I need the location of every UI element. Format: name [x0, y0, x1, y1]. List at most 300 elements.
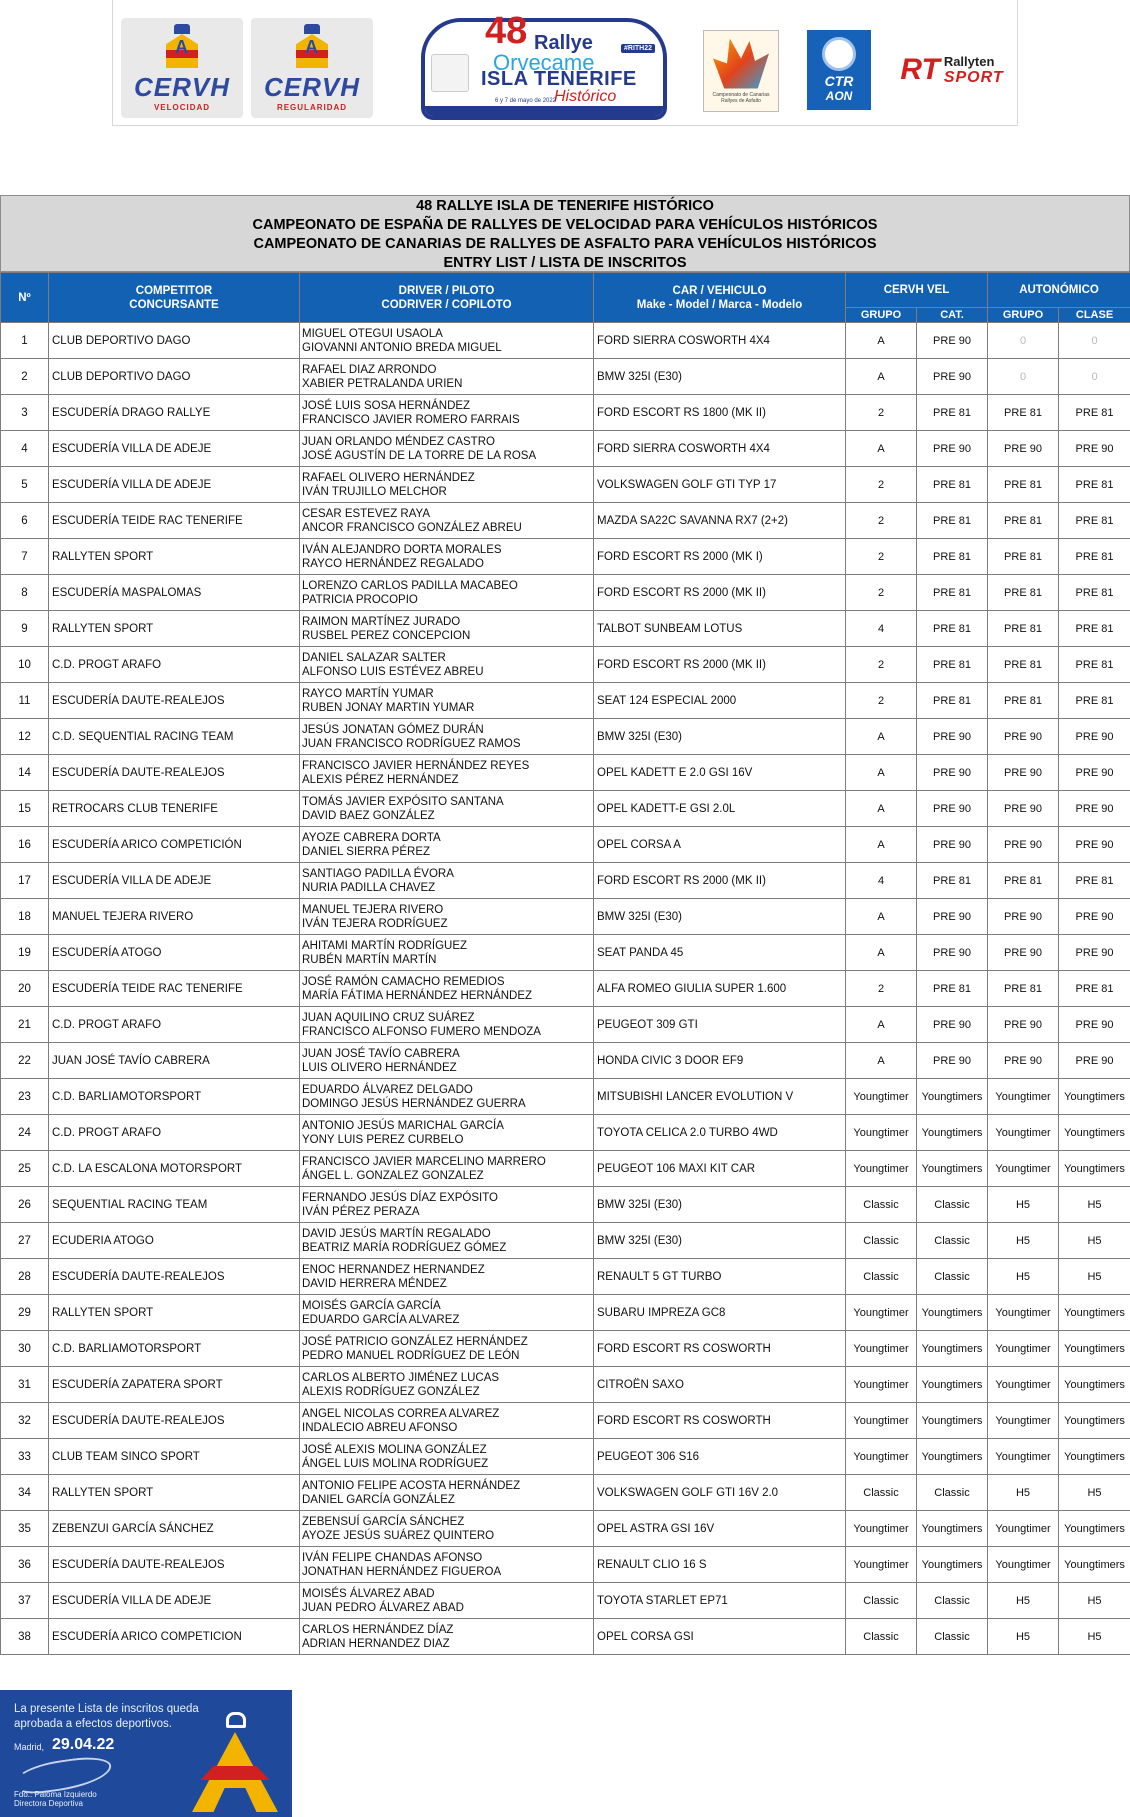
entry-competitor: RALLYTEN SPORT [49, 1475, 300, 1511]
entry-codriver: JONATHAN HERNÁNDEZ FIGUEROA [302, 1565, 502, 1578]
entry-cervh-grupo: A [846, 899, 917, 935]
entry-autonomico-clase: PRE 81 [1059, 467, 1130, 503]
entry-car: FORD ESCORT RS 2000 (MK II) [594, 647, 846, 683]
canarias-caption: Campeonato de Canarias Rallyes de Asfalto [712, 91, 770, 104]
entry-driver: FERNANDO JESÚS DÍAZ EXPÓSITO [302, 1191, 498, 1204]
entry-autonomico-clase: PRE 90 [1059, 431, 1130, 467]
entry-codriver: ALFONSO LUIS ESTÉVEZ ABREU [302, 665, 484, 678]
entry-number: 3 [1, 395, 49, 431]
entry-crew [300, 1583, 594, 1619]
entry-crew [300, 1259, 594, 1295]
entry-autonomico-clase: PRE 90 [1059, 755, 1130, 791]
entry-number: 11 [1, 683, 49, 719]
entry-autonomico-clase: Youngtimers [1059, 1439, 1130, 1475]
entry-crew [300, 575, 594, 611]
entry-cervh-cat: PRE 90 [917, 431, 988, 467]
entry-autonomico-grupo: PRE 90 [988, 719, 1059, 755]
entry-autonomico-clase: H5 [1059, 1583, 1130, 1619]
entry-autonomico-grupo: PRE 81 [988, 395, 1059, 431]
entry-cervh-grupo: A [846, 827, 917, 863]
entry-codriver: DAVID HERRERA MÉNDEZ [302, 1277, 447, 1290]
entry-driver: JUAN JOSÉ TAVÍO CABRERA [302, 1047, 460, 1060]
entry-crew [300, 719, 594, 755]
entry-cervh-grupo: Youngtimer [846, 1511, 917, 1547]
table-row [1, 719, 1130, 755]
entry-crew [300, 1367, 594, 1403]
table-row [1, 323, 1130, 359]
entry-crew [300, 503, 594, 539]
table-row [1, 1367, 1130, 1403]
entry-autonomico-grupo: H5 [988, 1259, 1059, 1295]
entry-codriver: DOMINGO JESÚS HERNÁNDEZ GUERRA [302, 1097, 526, 1110]
entry-autonomico-grupo: PRE 90 [988, 1007, 1059, 1043]
entry-competitor: ESCUDERÍA DAUTE-REALEJOS [49, 1547, 300, 1583]
entry-competitor: RALLYTEN SPORT [49, 1295, 300, 1331]
entry-car: OPEL CORSA GSI [594, 1619, 846, 1655]
entry-car: BMW 325I (E30) [594, 1223, 846, 1259]
entry-competitor: CLUB TEAM SINCO SPORT [49, 1439, 300, 1475]
entry-driver: CARLOS HERNÁNDEZ DÍAZ [302, 1623, 454, 1636]
entry-driver: DANIEL SALAZAR SALTER [302, 651, 446, 664]
entry-competitor: ECUDERIA ATOGO [49, 1223, 300, 1259]
entry-crew [300, 647, 594, 683]
entry-driver: JOSÉ PATRICIO GONZÁLEZ HERNÁNDEZ [302, 1335, 528, 1348]
entry-cervh-grupo: 2 [846, 683, 917, 719]
entry-cervh-grupo: Youngtimer [846, 1295, 917, 1331]
table-row [1, 863, 1130, 899]
entry-autonomico-grupo: PRE 90 [988, 1043, 1059, 1079]
entry-competitor: ESCUDERÍA VILLA DE ADEJE [49, 1583, 300, 1619]
entry-cervh-cat: PRE 90 [917, 755, 988, 791]
entry-car: ALFA ROMEO GIULIA SUPER 1.600 [594, 971, 846, 1007]
entry-car: SEAT 124 ESPECIAL 2000 [594, 683, 846, 719]
entry-competitor: ESCUDERÍA ZAPATERA SPORT [49, 1367, 300, 1403]
entry-cervh-cat: PRE 90 [917, 323, 988, 359]
entry-cervh-cat: Youngtimers [917, 1115, 988, 1151]
entry-autonomico-grupo: 0 [988, 359, 1059, 395]
entry-autonomico-grupo: H5 [988, 1475, 1059, 1511]
approval-signer [14, 1790, 97, 1808]
entry-cervh-grupo: A [846, 359, 917, 395]
table-row [1, 611, 1130, 647]
entry-cervh-cat: Youngtimers [917, 1295, 988, 1331]
entry-car: PEUGEOT 309 GTI [594, 1007, 846, 1043]
entry-autonomico-clase: Youngtimers [1059, 1547, 1130, 1583]
entry-number: 7 [1, 539, 49, 575]
entry-number: 9 [1, 611, 49, 647]
rallye-sponsor-strip [425, 106, 663, 116]
entry-cervh-grupo: Youngtimer [846, 1367, 917, 1403]
approval-text: La presente Lista de inscritos queda aprobada a efectos deportivos. [14, 1703, 199, 1730]
entry-driver: IVÁN ALEJANDRO DORTA MORALES [302, 543, 502, 556]
entry-driver: TOMÁS JAVIER EXPÓSITO SANTANA [302, 795, 504, 808]
rallye-sponsor: Orvecame [493, 50, 595, 75]
table-row [1, 1187, 1130, 1223]
rallye-word: Rallye [534, 32, 593, 54]
entry-car: FORD ESCORT RS 1800 (MK II) [594, 395, 846, 431]
entry-cervh-cat: PRE 90 [917, 1007, 988, 1043]
table-row [1, 1475, 1130, 1511]
entry-autonomico-clase: PRE 90 [1059, 719, 1130, 755]
entry-driver: AHITAMI MARTÍN RODRÍGUEZ [302, 939, 468, 952]
entry-codriver: IVÁN PÉREZ PERAZA [302, 1205, 420, 1218]
entry-number: 38 [1, 1619, 49, 1655]
entry-autonomico-grupo: PRE 81 [988, 467, 1059, 503]
entry-autonomico-clase: Youngtimers [1059, 1511, 1130, 1547]
entry-autonomico-clase: PRE 81 [1059, 863, 1130, 899]
entry-codriver: INDALECIO ABREU AFONSO [302, 1421, 458, 1434]
entry-driver: JUAN AQUILINO CRUZ SUÁREZ [302, 1011, 475, 1024]
table-row [1, 1115, 1130, 1151]
entry-cervh-grupo: Classic [846, 1187, 917, 1223]
entry-codriver: RUBÉN MARTÍN MARTÍN [302, 953, 437, 966]
entry-cervh-grupo: Youngtimer [846, 1331, 917, 1367]
entry-driver: IVÁN FELIPE CHANDAS AFONSO [302, 1551, 483, 1564]
entry-autonomico-clase: PRE 81 [1059, 647, 1130, 683]
entry-car: BMW 325I (E30) [594, 359, 846, 395]
table-row [1, 1547, 1130, 1583]
entry-cervh-grupo: A [846, 791, 917, 827]
table-row [1, 1043, 1130, 1079]
rallye-dates: 6 y 7 de mayo de 2022 [495, 98, 557, 104]
table-row [1, 1511, 1130, 1547]
entry-cervh-cat: Classic [917, 1223, 988, 1259]
rallye-mini-crest-icon [431, 54, 469, 92]
approval-signer-role: Directora Deportiva [14, 1799, 83, 1808]
entry-codriver: JUAN PEDRO ÁLVAREZ ABAD [302, 1601, 464, 1614]
document-title-block [0, 195, 1130, 272]
entry-number: 4 [1, 431, 49, 467]
entry-car: CITROËN SAXO [594, 1367, 846, 1403]
entry-codriver: LUIS OLIVERO HERNÁNDEZ [302, 1061, 457, 1074]
entry-autonomico-clase: Youngtimers [1059, 1403, 1130, 1439]
entry-number: 37 [1, 1583, 49, 1619]
table-row [1, 683, 1130, 719]
rfeda-crest-icon: A [292, 24, 332, 70]
cervh-velocidad-logo [121, 18, 243, 118]
entry-autonomico-grupo: PRE 90 [988, 791, 1059, 827]
entry-car: BMW 325I (E30) [594, 899, 846, 935]
entry-autonomico-clase: PRE 90 [1059, 935, 1130, 971]
entry-crew [300, 1043, 594, 1079]
entry-competitor: RALLYTEN SPORT [49, 611, 300, 647]
entry-autonomico-clase: Youngtimers [1059, 1115, 1130, 1151]
entry-driver: FRANCISCO JAVIER HERNÁNDEZ REYES [302, 759, 530, 772]
entry-autonomico-grupo: H5 [988, 1583, 1059, 1619]
entry-autonomico-grupo: Youngtimer [988, 1367, 1059, 1403]
entry-crew [300, 1547, 594, 1583]
entry-cervh-grupo: Classic [846, 1475, 917, 1511]
entry-competitor: ESCUDERÍA DAUTE-REALEJOS [49, 683, 300, 719]
entry-crew [300, 935, 594, 971]
entry-autonomico-clase: PRE 81 [1059, 503, 1130, 539]
entry-codriver: NURIA PADILLA CHAVEZ [302, 881, 436, 894]
entry-competitor: ZEBENZUI GARCÍA SÁNCHEZ [49, 1511, 300, 1547]
entry-cervh-cat: PRE 81 [917, 647, 988, 683]
entry-crew [300, 467, 594, 503]
entry-competitor: ESCUDERÍA ARICO COMPETICION [49, 1619, 300, 1655]
approval-signer-name: Fdo.: Paloma Izquierdo [14, 1790, 97, 1799]
entry-codriver: IVÁN TRUJILLO MELCHOR [302, 485, 447, 498]
rallye-hashtag: #RITH22 [621, 44, 655, 53]
entry-cervh-cat: PRE 90 [917, 935, 988, 971]
entry-car: SEAT PANDA 45 [594, 935, 846, 971]
entry-autonomico-clase: PRE 81 [1059, 539, 1130, 575]
entry-number: 12 [1, 719, 49, 755]
entry-autonomico-clase: PRE 90 [1059, 827, 1130, 863]
entry-cervh-grupo: A [846, 935, 917, 971]
entry-crew [300, 1295, 594, 1331]
entry-car: BMW 325I (E30) [594, 1187, 846, 1223]
entry-cervh-cat: PRE 81 [917, 611, 988, 647]
entry-codriver: XABIER PETRALANDA URIEN [302, 377, 463, 390]
entry-car: FORD ESCORT RS 2000 (MK II) [594, 863, 846, 899]
entry-number: 20 [1, 971, 49, 1007]
entry-driver: MANUEL TEJERA RIVERO [302, 903, 444, 916]
entry-cervh-cat: PRE 81 [917, 503, 988, 539]
entry-number: 5 [1, 467, 49, 503]
entry-cervh-cat: Classic [917, 1619, 988, 1655]
entry-number: 23 [1, 1079, 49, 1115]
entry-cervh-cat: Youngtimers [917, 1439, 988, 1475]
entry-codriver: PEDRO MANUEL RODRÍGUEZ DE LEÓN [302, 1349, 520, 1362]
entry-number: 10 [1, 647, 49, 683]
entry-number: 32 [1, 1403, 49, 1439]
entry-competitor: ESCUDERÍA TEIDE RAC TENERIFE [49, 971, 300, 1007]
entry-cervh-grupo: 2 [846, 575, 917, 611]
entry-autonomico-clase: H5 [1059, 1619, 1130, 1655]
rfeda-emblem-icon [192, 1712, 278, 1812]
entry-number: 25 [1, 1151, 49, 1187]
entry-driver: MOISÉS ÁLVAREZ ABAD [302, 1587, 435, 1600]
entry-competitor: ESCUDERÍA DAUTE-REALEJOS [49, 1259, 300, 1295]
header-grupo-autonomico: GRUPO [988, 308, 1059, 323]
entry-car: OPEL CORSA A [594, 827, 846, 863]
entry-crew [300, 1115, 594, 1151]
entry-number: 33 [1, 1439, 49, 1475]
entry-number: 19 [1, 935, 49, 971]
entry-number: 16 [1, 827, 49, 863]
entry-crew [300, 827, 594, 863]
entry-driver: AYOZE CABRERA DORTA [302, 831, 441, 844]
entry-cervh-cat: Youngtimers [917, 1367, 988, 1403]
entry-crew [300, 1439, 594, 1475]
entry-cervh-cat: Youngtimers [917, 1079, 988, 1115]
entry-cervh-cat: Classic [917, 1583, 988, 1619]
ctr-aon-logo [807, 30, 871, 110]
header-clase: CLASE [1059, 308, 1130, 323]
approval-date: 29.04.22 [52, 1736, 115, 1753]
entry-competitor: JUAN JOSÉ TAVÍO CABRERA [49, 1043, 300, 1079]
entry-competitor: ESCUDERÍA DAUTE-REALEJOS [49, 755, 300, 791]
entry-autonomico-grupo: PRE 81 [988, 647, 1059, 683]
entry-cervh-grupo: 2 [846, 647, 917, 683]
entry-cervh-cat: Classic [917, 1475, 988, 1511]
entry-autonomico-clase: H5 [1059, 1475, 1130, 1511]
entry-number: 17 [1, 863, 49, 899]
entry-autonomico-grupo: Youngtimer [988, 1115, 1059, 1151]
entry-codriver: RAYCO HERNÁNDEZ REGALADO [302, 557, 484, 570]
entry-cervh-grupo: 2 [846, 539, 917, 575]
header-autonomico: AUTONÓMICO [988, 273, 1130, 308]
rallyten-sport-logo [887, 40, 1017, 100]
entry-autonomico-grupo: PRE 90 [988, 755, 1059, 791]
table-row [1, 1403, 1130, 1439]
entry-autonomico-clase: PRE 90 [1059, 899, 1130, 935]
table-row [1, 791, 1130, 827]
entry-number: 28 [1, 1259, 49, 1295]
entry-number: 2 [1, 359, 49, 395]
entry-autonomico-grupo: H5 [988, 1187, 1059, 1223]
rallye-name: ISLA TENERIFE [481, 68, 637, 90]
entry-driver: ANTONIO FELIPE ACOSTA HERNÁNDEZ [302, 1479, 521, 1492]
entry-cervh-grupo: Classic [846, 1583, 917, 1619]
entry-autonomico-grupo: Youngtimer [988, 1295, 1059, 1331]
entry-cervh-grupo: Youngtimer [846, 1115, 917, 1151]
entry-crew [300, 1079, 594, 1115]
entry-autonomico-clase: 0 [1059, 359, 1130, 395]
canarias-championship-logo [703, 30, 779, 112]
table-row [1, 1259, 1130, 1295]
table-row [1, 1331, 1130, 1367]
entry-number: 18 [1, 899, 49, 935]
entry-autonomico-clase: PRE 90 [1059, 791, 1130, 827]
entry-number: 8 [1, 575, 49, 611]
cervh-regularidad-logo [251, 18, 373, 118]
entry-autonomico-clase: Youngtimers [1059, 1367, 1130, 1403]
approval-stamp [0, 1690, 292, 1817]
table-row [1, 1079, 1130, 1115]
entry-driver: RAFAEL OLIVERO HERNÁNDEZ [302, 471, 475, 484]
table-row [1, 539, 1130, 575]
entry-cervh-cat: Classic [917, 1259, 988, 1295]
entry-driver: LORENZO CARLOS PADILLA MACABEO [302, 579, 518, 592]
entry-autonomico-clase: PRE 81 [1059, 611, 1130, 647]
entry-autonomico-grupo: PRE 81 [988, 539, 1059, 575]
entry-driver: JOSÉ RAMÓN CAMACHO REMEDIOS [302, 975, 505, 988]
entry-autonomico-grupo: PRE 81 [988, 611, 1059, 647]
entry-competitor: C.D. PROGT ARAFO [49, 1115, 300, 1151]
canarias-flame-icon [713, 39, 769, 89]
entry-crew [300, 1151, 594, 1187]
entry-number: 36 [1, 1547, 49, 1583]
entry-competitor: ESCUDERÍA DAUTE-REALEJOS [49, 1403, 300, 1439]
entry-autonomico-grupo: Youngtimer [988, 1151, 1059, 1187]
entry-codriver: RUBEN JONAY MARTIN YUMAR [302, 701, 475, 714]
entry-rows [1, 323, 1130, 1655]
entry-crew [300, 1475, 594, 1511]
entry-codriver: PATRICIA PROCOPIO [302, 593, 418, 606]
entry-car: VOLKSWAGEN GOLF GTI TYP 17 [594, 467, 846, 503]
entry-autonomico-clase: Youngtimers [1059, 1331, 1130, 1367]
entry-cervh-grupo: 2 [846, 503, 917, 539]
entry-cervh-grupo: A [846, 1007, 917, 1043]
entry-crew [300, 323, 594, 359]
entry-crew [300, 611, 594, 647]
entry-cervh-grupo: A [846, 755, 917, 791]
entry-autonomico-clase: PRE 81 [1059, 395, 1130, 431]
table-row [1, 1151, 1130, 1187]
rallye-number: 48 [485, 10, 528, 52]
entry-car: RENAULT CLIO 16 S [594, 1547, 846, 1583]
entry-autonomico-grupo: H5 [988, 1223, 1059, 1259]
entry-autonomico-grupo: 0 [988, 323, 1059, 359]
entry-car: FORD ESCORT RS 2000 (MK I) [594, 539, 846, 575]
entry-competitor: MANUEL TEJERA RIVERO [49, 899, 300, 935]
entry-autonomico-grupo: Youngtimer [988, 1547, 1059, 1583]
header-competitor: COMPETITOR CONCURSANTE [49, 273, 300, 323]
entry-cervh-grupo: 2 [846, 467, 917, 503]
entry-car: MAZDA SA22C SAVANNA RX7 (2+2) [594, 503, 846, 539]
table-row [1, 1439, 1130, 1475]
entry-crew [300, 1403, 594, 1439]
entry-cervh-cat: Youngtimers [917, 1403, 988, 1439]
entry-cervh-grupo: A [846, 431, 917, 467]
entry-number: 1 [1, 323, 49, 359]
entry-number: 22 [1, 1043, 49, 1079]
entry-crew [300, 1007, 594, 1043]
entry-autonomico-grupo: PRE 90 [988, 431, 1059, 467]
entry-cervh-grupo: Youngtimer [846, 1403, 917, 1439]
entry-number: 29 [1, 1295, 49, 1331]
table-row [1, 755, 1130, 791]
entry-codriver: DAVID BAEZ GONZÁLEZ [302, 809, 435, 822]
entry-driver: DAVID JESÚS MARTÍN REGALADO [302, 1227, 491, 1240]
entry-crew [300, 539, 594, 575]
header-driver: DRIVER / PILOTO CODRIVER / COPILOTO [300, 273, 594, 323]
entry-codriver: ADRIAN HERNANDEZ DIAZ [302, 1637, 450, 1650]
entry-cervh-grupo: Youngtimer [846, 1439, 917, 1475]
entry-car: SUBARU IMPREZA GC8 [594, 1295, 846, 1331]
entry-autonomico-grupo: PRE 81 [988, 863, 1059, 899]
entry-number: 14 [1, 755, 49, 791]
entry-autonomico-grupo: PRE 81 [988, 683, 1059, 719]
table-row [1, 359, 1130, 395]
header-cat: CAT. [917, 308, 988, 323]
entry-codriver: EDUARDO GARCÍA ALVAREZ [302, 1313, 460, 1326]
title-line-2: CAMPEONATO DE ESPAÑA DE RALLYES DE VELOCIDAD PARA VEHÍCULOS HISTÓRICOS [252, 217, 878, 233]
entry-cervh-cat: PRE 90 [917, 827, 988, 863]
entry-competitor: C.D. PROGT ARAFO [49, 647, 300, 683]
entry-codriver: YONY LUIS PEREZ CURBELO [302, 1133, 464, 1146]
table-row [1, 827, 1130, 863]
entry-autonomico-grupo: PRE 90 [988, 827, 1059, 863]
header-car: CAR / VEHICULO Make - Model / Marca - Modelo [594, 273, 846, 323]
entry-autonomico-clase: Youngtimers [1059, 1295, 1130, 1331]
entry-driver: RAYCO MARTÍN YUMAR [302, 687, 434, 700]
header-grupo: GRUPO [846, 308, 917, 323]
table-row [1, 575, 1130, 611]
table-row [1, 467, 1130, 503]
table-row [1, 647, 1130, 683]
entry-cervh-cat: PRE 90 [917, 899, 988, 935]
entry-cervh-cat: PRE 90 [917, 719, 988, 755]
entry-driver: RAFAEL DIAZ ARRONDO [302, 363, 437, 376]
entry-cervh-cat: PRE 81 [917, 683, 988, 719]
entry-competitor: ESCUDERÍA ARICO COMPETICIÓN [49, 827, 300, 863]
entry-autonomico-grupo: PRE 81 [988, 971, 1059, 1007]
entry-car: FORD SIERRA COSWORTH 4X4 [594, 323, 846, 359]
entry-competitor: C.D. BARLIAMOTORSPORT [49, 1079, 300, 1115]
entry-cervh-grupo: Youngtimer [846, 1151, 917, 1187]
approval-place: Madrid, [14, 1742, 45, 1752]
entry-cervh-grupo: 2 [846, 395, 917, 431]
entry-crew [300, 755, 594, 791]
entry-competitor: CLUB DEPORTIVO DAGO [49, 359, 300, 395]
table-row [1, 935, 1130, 971]
entry-autonomico-grupo: PRE 81 [988, 575, 1059, 611]
entry-number: 24 [1, 1115, 49, 1151]
